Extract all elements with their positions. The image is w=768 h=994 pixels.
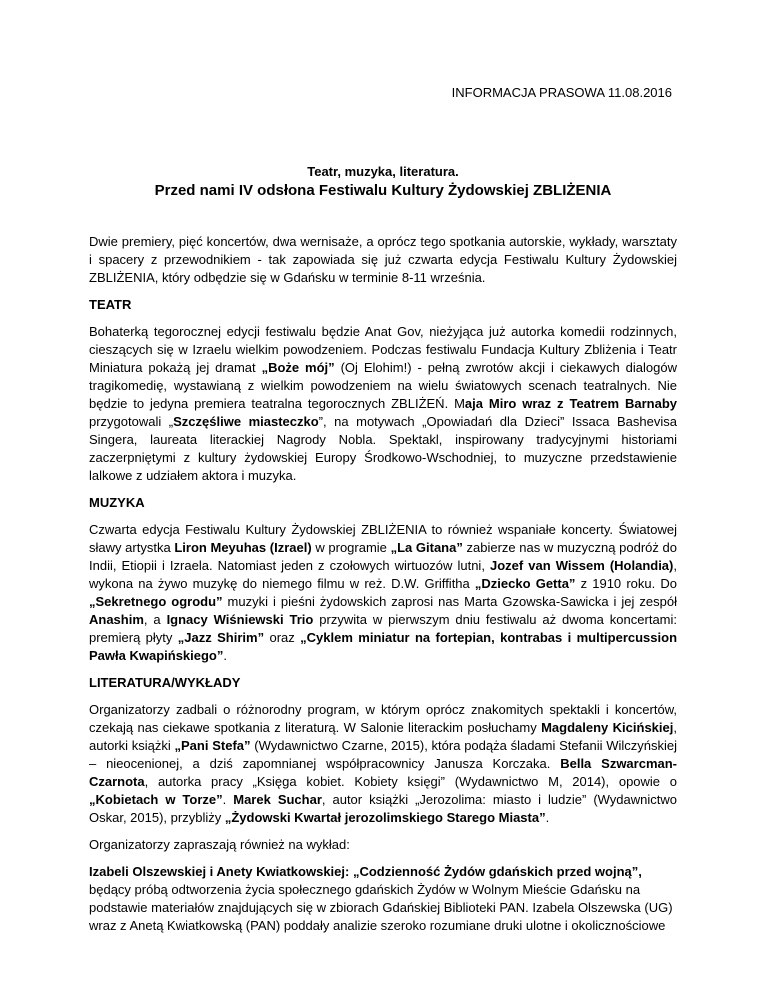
text-run: zabierze nas w muzyczną podróż do Indii, Etiopii i Izraela. Natomiast jeden z czołowych wirtuozów lutni, (89, 540, 678, 573)
text-run: (Oj Elohim!) - pełną zwrotów akcji i ciekawych dialogów tragikomedię, wystawianą z wielkim powodzeniem na wielu światowych scenach teatralnych. Nie będzie to jedyna premiera teatralna tegorocznych ZBLIŻEŃ. M (89, 360, 677, 411)
bold-run: Bella Szwarcman-Czarnota (89, 756, 678, 789)
text-run: muzyki i pieśni żydowskich zaprosi nas Marta Gzowska-Sawicka i jej zespół (222, 594, 677, 609)
bold-run: „Boże mój” (261, 360, 335, 375)
document-body (89, 163, 677, 944)
text-run: . (545, 810, 550, 825)
section-heading-literatura: LITERATURA/WYKŁADY (89, 675, 241, 690)
bold-run: „Dziecko Getta” (474, 576, 576, 591)
bold-run: „Kobietach w Torze” (89, 792, 223, 807)
bold-run: Magdaleny Kicińskiej (541, 720, 674, 735)
section-heading-muzyka: MUZYKA (89, 495, 145, 510)
teatr-paragraph (89, 323, 677, 485)
text-run: , autor książki „Jerozolima: miasto i ludzie” (Wydawnictwo Oskar, 2015), przybliży (89, 792, 677, 825)
muzyka-paragraph (89, 521, 677, 665)
text-run: Bohaterką tegorocznej edycji festiwalu będzie Anat Gov, nieżyjąca już autorka komedii rodzinnych, cieszących się w Izraelu wielkim powodzeniem. Podczas festiwalu Fundacja Kultury Zbliżenia i Teatr Miniatura pokażą jej dramat (89, 324, 677, 375)
bold-run: „Żydowski Kwartał jerozolimskiego Starego Miasta” (224, 810, 546, 825)
text-run: (Wydawnictwo Czarne, 2015), która podąża śladami Stefanii Wilczyńskiej – nieocenionej, a dziś zapomnianej współpracownicy Janusza Korczaka. (89, 738, 678, 771)
text-run: . (223, 648, 227, 663)
text-run: z 1910 roku. Do (575, 576, 677, 591)
bold-run: Szczęśliwe miasteczko (173, 414, 319, 429)
text-run: w programie (311, 540, 391, 555)
bold-run: Jozef van Wissem (Holandia) (490, 558, 674, 573)
text-run: Organizatorzy zadbali o różnorodny program, w którym oprócz znakomitych spektakli i koncertów, czekają nas ciekawe spotkania z literaturą. W Salonie literackim posłuchamy (89, 702, 677, 735)
literatura-paragraph (89, 701, 677, 827)
title-kicker: Teatr, muzyka, literatura. (307, 164, 459, 179)
text-run: , a (143, 612, 167, 627)
text-run: ”, na motywach „Opowiadań dla Dzieci” Issaca Bashevisa Singera, laureata literackiej Nagrody Nobla. Spektakl, inspirowany tradycyjnymi historiami zaczerpniętymi z kultury żydowskiej Europy Środkowo-Wschodniej, to muzyczne przedstawienie lalkowe z udziałem aktora i muzyka. (89, 414, 677, 483)
text-run: , autorki książki (89, 720, 677, 753)
bold-run: „Sekretnego ogrodu” (89, 594, 223, 609)
bold-run: Liron Meyuhas (Izrael) (174, 540, 312, 555)
section-heading-teatr: TEATR (89, 297, 132, 312)
page-title: Przed nami IV odsłona Festiwalu Kultury Żydowskiej ZBLIŻENIA (154, 182, 612, 199)
bold-run: „Pani Stefa” (174, 738, 251, 753)
bold-run: „Jazz Shirim” (177, 630, 265, 645)
lecture-intro: Organizatorzy zapraszają również na wykład: (89, 837, 350, 852)
text-run: będący próbą odtworzenia życia społecznego gdańskich Żydów w Wolnym Mieście Gdańsku na podstawie materiałów znajdujących się w zbiorach Gdańskiej Biblioteki PAN. Izabela Olszewska (UG) wraz z Anetą Kwiatkowską (PAN) poddały analizie szeroko rozumiane druki ulotne i okolicznościowe (89, 882, 673, 933)
bold-run: „La Gitana” (390, 540, 463, 555)
bold-run: „Cyklem miniatur na fortepian, kontrabas i multipercussion Pawła Kwapińskiego” (89, 630, 678, 663)
text-run: Dwie premiery, pięć koncertów, dwa wernisaże, a oprócz tego spotkania autorskie, wykłady, warsztaty i spacery z przewodnikiem - tak zapowiada się już czwarta edycja Festiwalu Kultury Żydowskiej ZBLIŻENIA, który odbędzie się w Gdańsku w terminie 8-11 września. (89, 234, 677, 285)
bold-run: Anashim (89, 612, 144, 627)
intro-paragraph (89, 233, 677, 287)
press-release-date: INFORMACJA PRASOWA 11.08.2016 (451, 85, 672, 100)
text-run: , wykona na żywo muzykę do niemego filmu w reż. D.W. Griffitha (89, 558, 677, 591)
bold-run: aja Miro wraz z Teatrem Barnaby (464, 396, 678, 411)
text-run: Czwarta edycja Festiwalu Kultury Żydowskiej ZBLIŻENIA to również wspaniałe koncerty. Światowej sławy artystka (89, 522, 677, 555)
bold-run: Marek Suchar (233, 792, 322, 807)
text-run: . (222, 792, 234, 807)
bold-run: Ignacy Wiśniewski Trio (166, 612, 314, 627)
text-run: przywita w pierwszym dniu festiwalu aż dwoma koncertami: premierą płyty (89, 612, 677, 645)
lecture-paragraph (89, 863, 677, 935)
bold-run: Izabeli Olszewskiej i Anety Kwiatkowskiej: „Codzienność Żydów gdańskich przed wojną”, (89, 864, 642, 879)
text-run: przygotowali „ (89, 414, 174, 429)
text-run: , autorka pracy „Księga kobiet. Kobiety księgi” (Wydawnictwo M, 2014), opowie o (144, 774, 677, 789)
text-run: oraz (264, 630, 301, 645)
